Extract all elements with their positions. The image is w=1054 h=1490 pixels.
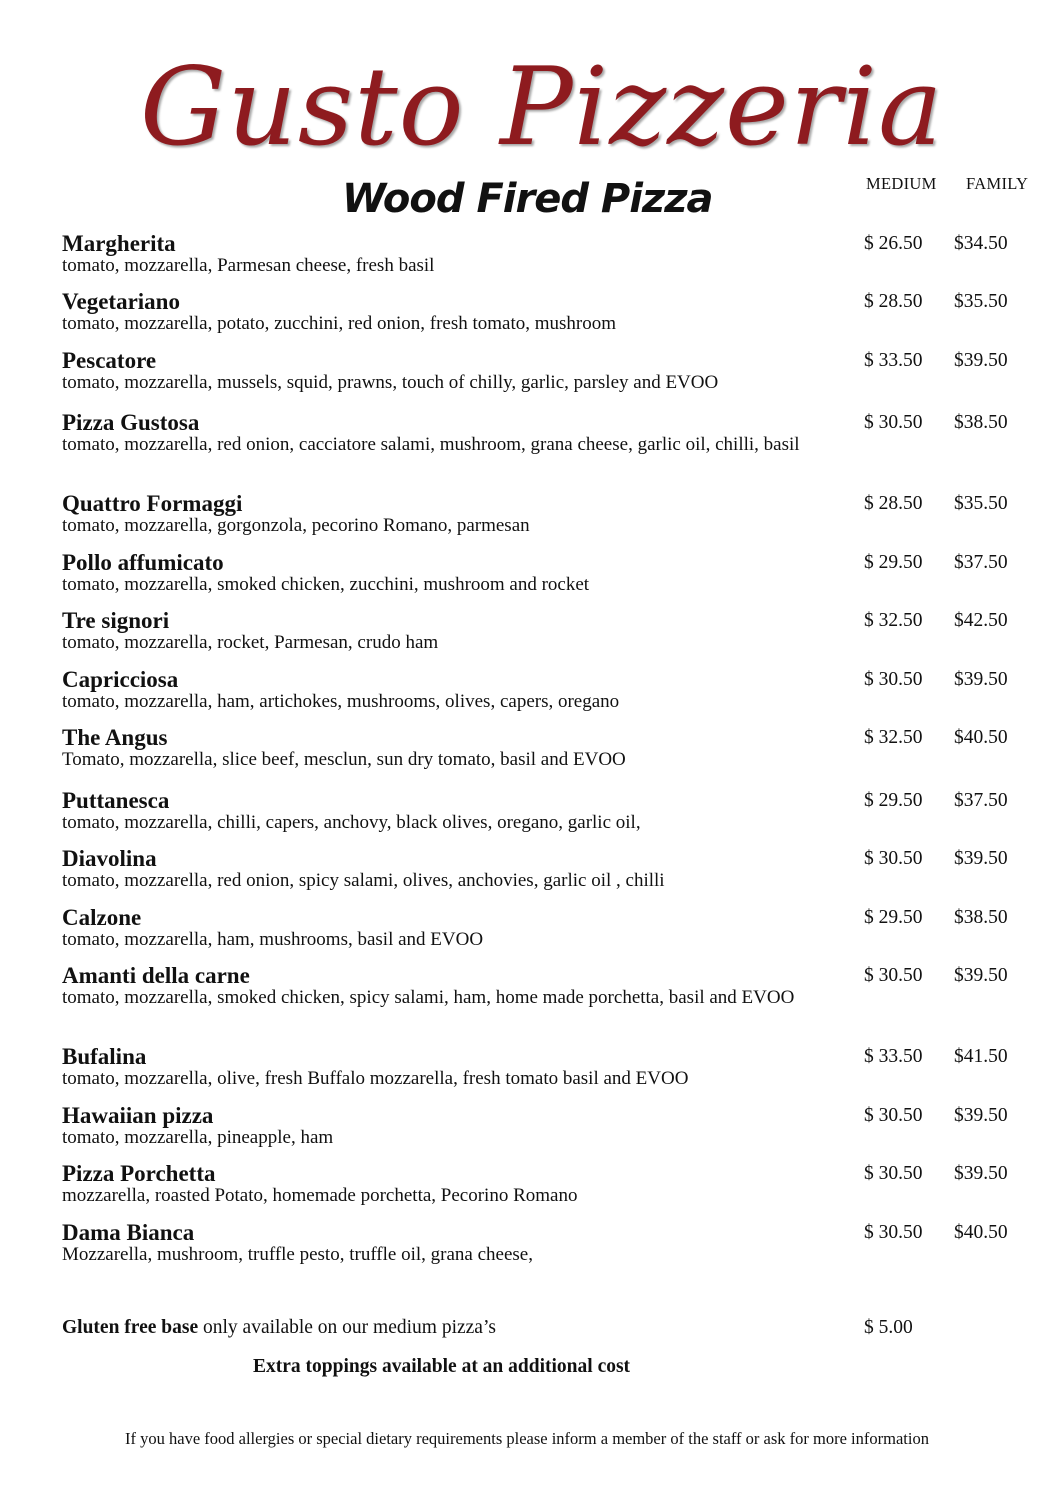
menu-item-name: The Angus: [62, 725, 168, 750]
price-medium: $ 30.50: [864, 1105, 923, 1126]
menu-item-description: tomato, mozzarella, red onion, cacciatore salami, mushroom, grana cheese, garlic oil, chilli, basil: [62, 434, 800, 455]
menu-item-name: Pescatore: [62, 348, 157, 373]
price-family: $39.50: [954, 965, 1008, 986]
menu-item-name: Quattro Formaggi: [62, 491, 243, 516]
price-medium: $ 32.50: [864, 727, 923, 748]
price-medium: $ 29.50: [864, 790, 923, 811]
menu-item-description: tomato, mozzarella, gorgonzola, pecorino Romano, parmesan: [62, 515, 530, 536]
price-medium: $ 30.50: [864, 412, 923, 433]
price-medium: $ 30.50: [864, 669, 923, 690]
gluten-free-text: only available on our medium pizza’s: [198, 1317, 496, 1338]
price-medium: $ 33.50: [864, 350, 923, 371]
price-medium: $ 30.50: [864, 1163, 923, 1184]
price-family: $35.50: [954, 291, 1008, 312]
price-family: $41.50: [954, 1046, 1008, 1067]
menu-item-name: Vegetariano: [62, 289, 180, 314]
allergy-note: If you have food allergies or special dietary requirements please inform a member of the staff or ask for more information: [125, 1429, 929, 1448]
gluten-free-note: [62, 1315, 496, 1341]
menu-item-description: tomato, mozzarella, smoked chicken, spicy salami, ham, home made porchetta, basil and EVOO: [62, 987, 795, 1008]
price-family: $37.50: [954, 552, 1008, 573]
menu-item-description: Tomato, mozzarella, slice beef, mesclun, sun dry tomato, basil and EVOO: [62, 749, 626, 770]
price-family: $39.50: [954, 1105, 1008, 1126]
menu-item-name: Tre signori: [62, 608, 170, 633]
menu-item-description: tomato, mozzarella, smoked chicken, zucchini, mushroom and rocket: [62, 574, 590, 595]
menu-item-description: tomato, mozzarella, olive, fresh Buffalo mozzarella, fresh tomato basil and EVOO: [62, 1068, 689, 1089]
menu-item-description: tomato, mozzarella, potato, zucchini, red onion, fresh tomato, mushroom: [62, 313, 617, 334]
price-family: $39.50: [954, 350, 1008, 371]
menu-item-name: Capricciosa: [62, 667, 179, 692]
menu-title: Gusto Pizzeria: [140, 45, 944, 170]
menu-item-name: Margherita: [62, 231, 176, 256]
menu-item-name: Pizza Porchetta: [62, 1161, 216, 1186]
price-medium: $ 32.50: [864, 610, 923, 631]
price-medium: $ 30.50: [864, 848, 923, 869]
menu-item-name: Pollo affumicato: [62, 550, 224, 575]
price-family: $38.50: [954, 412, 1008, 433]
price-medium: $ 30.50: [864, 965, 923, 986]
menu-item-name: Dama Bianca: [62, 1220, 195, 1245]
price-medium: $ 33.50: [864, 1046, 923, 1067]
price-medium: $ 28.50: [864, 291, 923, 312]
column-header-family: FAMILY: [966, 174, 1029, 193]
menu-item-description: tomato, mozzarella, ham, artichokes, mushrooms, olives, capers, oregano: [62, 691, 620, 712]
menu-item-name: Pizza Gustosa: [62, 410, 200, 435]
menu-item-description: tomato, mozzarella, ham, mushrooms, basil and EVOO: [62, 929, 484, 950]
price-family: $35.50: [954, 493, 1008, 514]
price-family: $38.50: [954, 907, 1008, 928]
column-header-medium: MEDIUM: [866, 174, 937, 193]
price-medium: $ 29.50: [864, 907, 923, 928]
menu-item-description: mozzarella, roasted Potato, homemade porchetta, Pecorino Romano: [62, 1185, 578, 1206]
menu-item-description: tomato, mozzarella, mussels, squid, prawns, touch of chilly, garlic, parsley and EVOO: [62, 372, 719, 393]
price-family: $37.50: [954, 790, 1008, 811]
menu-item-name: Puttanesca: [62, 788, 170, 813]
menu-item-description: tomato, mozzarella, rocket, Parmesan, crudo ham: [62, 632, 439, 653]
menu-item-name: Hawaiian pizza: [62, 1103, 214, 1128]
price-family: $39.50: [954, 1163, 1008, 1184]
menu-item-name: Calzone: [62, 905, 142, 930]
menu-item-description: Mozzarella, mushroom, truffle pesto, truffle oil, grana cheese,: [62, 1244, 533, 1265]
menu-item-name: Amanti della carne: [62, 963, 250, 988]
menu-item-description: tomato, mozzarella, red onion, spicy salami, olives, anchovies, garlic oil , chilli: [62, 870, 665, 891]
price-family: $40.50: [954, 727, 1008, 748]
price-family: $34.50: [954, 233, 1008, 254]
menu-item-name: Diavolina: [62, 846, 157, 871]
menu-item-name: Bufalina: [62, 1044, 147, 1069]
price-family: $39.50: [954, 669, 1008, 690]
price-medium: $ 26.50: [864, 233, 923, 254]
menu-subtitle: Wood Fired Pizza: [342, 176, 713, 222]
gluten-free-price: $ 5.00: [864, 1317, 913, 1338]
price-medium: $ 28.50: [864, 493, 923, 514]
price-family: $42.50: [954, 610, 1008, 631]
menu-item-description: tomato, mozzarella, Parmesan cheese, fresh basil: [62, 255, 435, 276]
gluten-free-label: Gluten free base: [62, 1317, 199, 1338]
price-medium: $ 30.50: [864, 1222, 923, 1243]
menu-item-description: tomato, mozzarella, chilli, capers, anchovy, black olives, oregano, garlic oil,: [62, 812, 641, 833]
price-medium: $ 29.50: [864, 552, 923, 573]
price-family: $39.50: [954, 848, 1008, 869]
price-family: $40.50: [954, 1222, 1008, 1243]
extra-toppings-note: Extra toppings available at an additional cost: [253, 1356, 631, 1377]
menu-item-description: tomato, mozzarella, pineapple, ham: [62, 1127, 334, 1148]
